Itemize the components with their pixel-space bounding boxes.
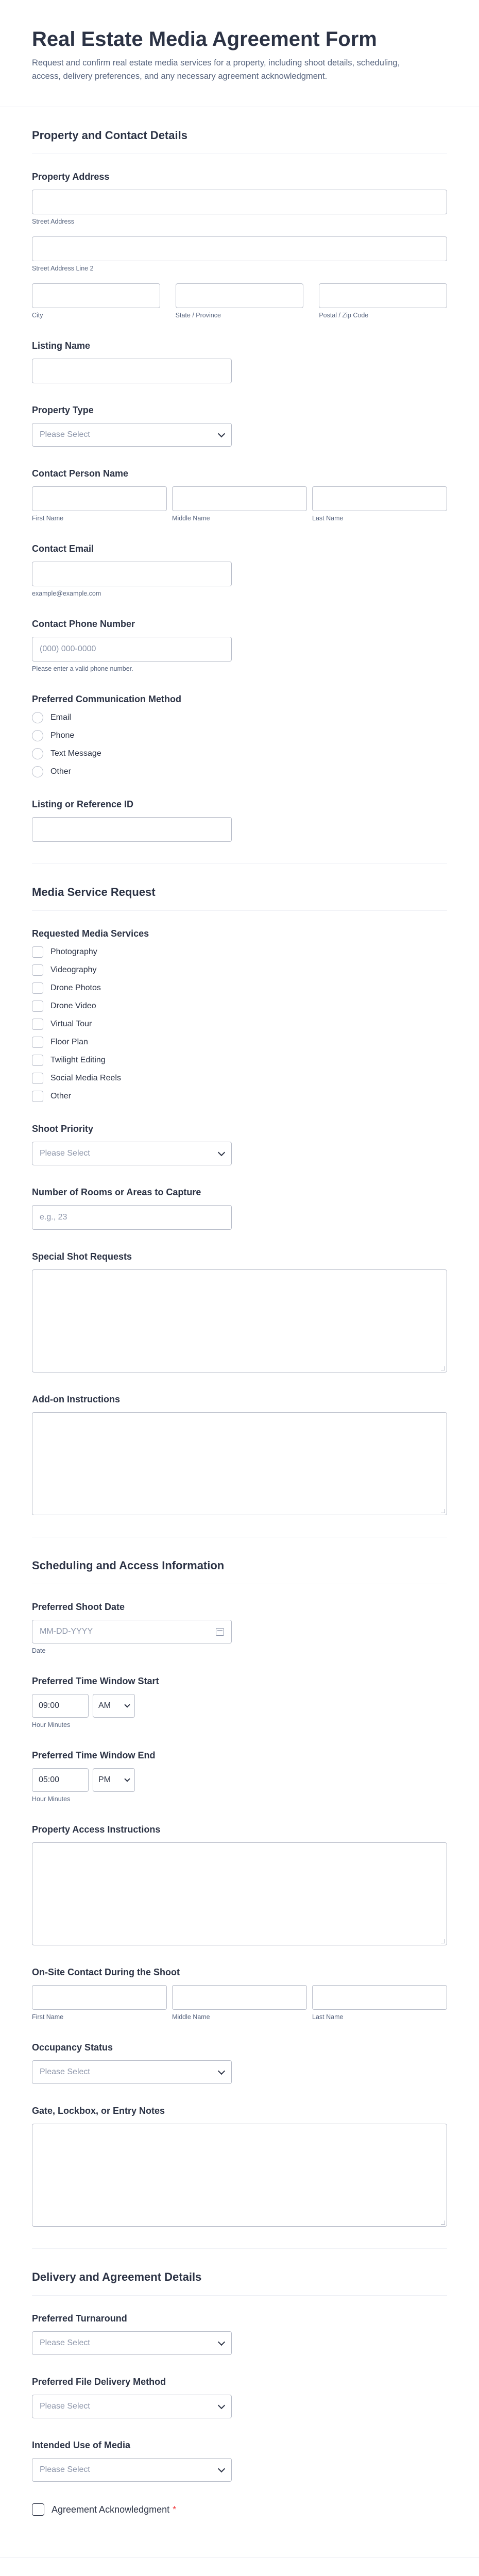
select-placeholder: Please Select bbox=[40, 2338, 90, 2348]
checkbox[interactable] bbox=[32, 946, 43, 958]
select-placeholder: Please Select bbox=[40, 2067, 90, 2077]
resize-handle-icon[interactable] bbox=[441, 1939, 445, 1943]
state-input[interactable] bbox=[176, 283, 304, 308]
end-time-input[interactable]: 05:00 bbox=[32, 1768, 89, 1792]
onsite-contact-field bbox=[32, 1967, 447, 2021]
section-scheduling-access bbox=[32, 1537, 447, 2227]
contact-email-input[interactable] bbox=[32, 562, 232, 586]
field-label: On-Site Contact During the Shoot bbox=[32, 1967, 180, 1978]
delivery-method-field bbox=[32, 2377, 447, 2418]
field-sublabel: Street Address bbox=[32, 218, 74, 226]
rooms-count-input[interactable] bbox=[32, 1205, 232, 1230]
field-label: Shoot Priority bbox=[32, 1124, 94, 1134]
radio-option[interactable] bbox=[32, 730, 447, 741]
field-label: Requested Media Services bbox=[32, 928, 149, 939]
field-sublabel: First Name bbox=[32, 515, 64, 522]
field-sublabel: State / Province bbox=[175, 312, 221, 319]
option-label: Twilight Editing bbox=[50, 1056, 106, 1065]
onsite-first-name-input[interactable] bbox=[32, 1985, 167, 2010]
contact-phone-input[interactable] bbox=[32, 637, 232, 662]
radio-option[interactable] bbox=[32, 748, 447, 759]
field-sublabel: Postal / Zip Code bbox=[319, 312, 369, 319]
gate-notes-textarea[interactable] bbox=[32, 2124, 447, 2227]
select-placeholder: Please Select bbox=[40, 2402, 90, 2411]
checkbox-option[interactable] bbox=[32, 1055, 447, 1066]
field-label: Preferred Time Window End bbox=[32, 1750, 156, 1761]
select-value: AM bbox=[98, 1701, 111, 1710]
checkbox-option[interactable] bbox=[32, 946, 447, 958]
field-sublabel: Last Name bbox=[312, 2013, 344, 2021]
onsite-last-name-input[interactable] bbox=[312, 1985, 447, 2010]
chevron-down-icon bbox=[218, 2402, 225, 2409]
street-address-line2-input[interactable] bbox=[32, 236, 447, 261]
street-address-input[interactable] bbox=[32, 190, 447, 214]
checkbox[interactable] bbox=[32, 1091, 43, 1102]
form-description: Request and confirm real estate media services for a property, including shoot details, scheduling, access, delivery preferences, and any necessary agreement acknowledgment. bbox=[32, 58, 400, 81]
field-label: Gate, Lockbox, or Entry Notes bbox=[32, 2106, 165, 2116]
checkbox[interactable] bbox=[32, 1001, 43, 1012]
radio-button[interactable] bbox=[32, 712, 43, 723]
shoot-date-field bbox=[32, 1602, 447, 1654]
field-sublabel: Hour Minutes bbox=[32, 1795, 71, 1803]
section-title: Media Service Request bbox=[32, 886, 447, 911]
option-label: Photography bbox=[50, 947, 97, 957]
zip-input[interactable] bbox=[319, 283, 447, 308]
agreement-label: Agreement Acknowledgment bbox=[52, 2504, 170, 2515]
resize-handle-icon[interactable] bbox=[441, 1366, 445, 1370]
chevron-down-icon bbox=[218, 1149, 225, 1156]
select-value: PM bbox=[98, 1775, 111, 1785]
contact-email-field bbox=[32, 544, 447, 597]
chevron-down-icon bbox=[218, 2465, 225, 2472]
checkbox[interactable] bbox=[32, 1073, 43, 1084]
field-label: Property Type bbox=[32, 405, 94, 416]
section-title: Scheduling and Access Information bbox=[32, 1559, 447, 1584]
section-title: Property and Contact Details bbox=[32, 129, 447, 154]
checkbox-option[interactable] bbox=[32, 1073, 447, 1084]
shoot-date-input[interactable] bbox=[32, 1620, 232, 1643]
occupancy-status-field bbox=[32, 2042, 447, 2084]
option-label: Text Message bbox=[50, 749, 101, 758]
agreement-checkbox-option[interactable] bbox=[32, 2503, 447, 2516]
field-label: Property Address bbox=[32, 172, 110, 182]
resize-handle-icon[interactable] bbox=[441, 2221, 445, 2225]
shoot-priority-select[interactable] bbox=[32, 1142, 232, 1165]
form-content bbox=[0, 107, 479, 2516]
contact-first-name-input[interactable] bbox=[32, 486, 167, 511]
reference-id-input[interactable] bbox=[32, 817, 232, 842]
checkbox[interactable] bbox=[32, 1019, 43, 1030]
start-ampm-select[interactable] bbox=[93, 1694, 135, 1718]
communication-method-field bbox=[32, 694, 447, 777]
radio-button[interactable] bbox=[32, 730, 43, 741]
time-end-field bbox=[32, 1750, 447, 1803]
section-title: Delivery and Agreement Details bbox=[32, 2270, 447, 2296]
select-placeholder: Please Select bbox=[40, 2465, 90, 2475]
rooms-count-field bbox=[32, 1187, 447, 1230]
field-sublabel: Date bbox=[32, 1647, 46, 1655]
delivery-method-select[interactable] bbox=[32, 2395, 232, 2418]
field-label: Listing Name bbox=[32, 341, 91, 351]
option-label: Drone Video bbox=[50, 1002, 96, 1011]
property-type-field bbox=[32, 405, 447, 447]
option-label: Drone Photos bbox=[50, 984, 101, 993]
field-label: Preferred Shoot Date bbox=[32, 1602, 125, 1613]
field-label: Add-on Instructions bbox=[32, 1394, 120, 1405]
checkbox-option[interactable] bbox=[32, 964, 447, 976]
form-title: Real Estate Media Agreement Form bbox=[32, 28, 377, 50]
start-time-input[interactable]: 09:00 bbox=[32, 1694, 89, 1718]
chevron-down-icon bbox=[218, 430, 225, 437]
checkbox[interactable] bbox=[32, 982, 43, 994]
requested-services-field bbox=[32, 928, 447, 1102]
contact-middle-name-input[interactable] bbox=[172, 486, 307, 511]
access-instructions-textarea[interactable] bbox=[32, 1842, 447, 1945]
option-label: Social Media Reels bbox=[50, 1074, 121, 1083]
contact-last-name-input[interactable] bbox=[312, 486, 447, 511]
select-placeholder: Please Select bbox=[40, 430, 90, 439]
select-placeholder: Please Select bbox=[40, 1149, 90, 1158]
turnaround-field bbox=[32, 2313, 447, 2355]
field-label: Contact Phone Number bbox=[32, 619, 135, 630]
option-label: Videography bbox=[50, 965, 97, 975]
field-label: Special Shot Requests bbox=[32, 1251, 132, 1262]
shoot-priority-field bbox=[32, 1124, 447, 1165]
contact-phone-field bbox=[32, 619, 447, 672]
special-requests-field bbox=[32, 1251, 447, 1372]
field-sublabel: Street Address Line 2 bbox=[32, 265, 94, 273]
field-label: Preferred Time Window Start bbox=[32, 1676, 159, 1687]
checkbox-option[interactable] bbox=[32, 1037, 447, 1048]
intended-use-field bbox=[32, 2440, 447, 2482]
section-property-contact bbox=[32, 107, 447, 842]
field-sublabel: Please enter a valid phone number. bbox=[32, 665, 133, 673]
onsite-middle-name-input[interactable] bbox=[172, 1985, 307, 2010]
time-start-field bbox=[32, 1676, 447, 1728]
turnaround-select[interactable] bbox=[32, 2331, 232, 2355]
form-header bbox=[0, 0, 479, 107]
radio-button[interactable] bbox=[32, 766, 43, 777]
addon-instructions-textarea[interactable] bbox=[32, 1412, 447, 1515]
field-sublabel: City bbox=[32, 312, 43, 319]
option-label: Floor Plan bbox=[50, 1038, 88, 1047]
required-mark: * bbox=[173, 2504, 177, 2515]
addon-instructions-field bbox=[32, 1394, 447, 1515]
input-placeholder: e.g., 23 bbox=[40, 1213, 67, 1222]
input-placeholder: MM-DD-YYYY bbox=[40, 1627, 93, 1636]
checkbox[interactable] bbox=[32, 964, 43, 976]
chevron-down-icon bbox=[218, 2338, 225, 2346]
property-type-select[interactable] bbox=[32, 423, 232, 447]
field-label: Preferred Communication Method bbox=[32, 694, 182, 705]
field-label: Intended Use of Media bbox=[32, 2440, 131, 2451]
field-sublabel: example@example.com bbox=[32, 590, 101, 598]
occupancy-status-select[interactable] bbox=[32, 2060, 232, 2084]
field-label: Number of Rooms or Areas to Capture bbox=[32, 1187, 201, 1198]
checkbox[interactable] bbox=[32, 1037, 43, 1048]
radio-option[interactable] bbox=[32, 712, 447, 723]
checkbox-option[interactable] bbox=[32, 1019, 447, 1030]
field-label: Contact Person Name bbox=[32, 468, 129, 479]
checkbox[interactable] bbox=[32, 1055, 43, 1066]
field-sublabel: Last Name bbox=[312, 515, 344, 522]
field-label: Contact Email bbox=[32, 544, 94, 554]
checkbox-option[interactable] bbox=[32, 982, 447, 994]
option-label: Email bbox=[50, 713, 72, 722]
form-footer bbox=[0, 2557, 479, 2576]
agreement-checkbox[interactable] bbox=[32, 2503, 44, 2516]
field-label: Property Access Instructions bbox=[32, 1824, 161, 1835]
reference-id-field bbox=[32, 799, 447, 842]
field-sublabel: First Name bbox=[32, 2013, 64, 2021]
chevron-down-icon bbox=[124, 1776, 130, 1782]
section-media-service bbox=[32, 863, 447, 1515]
field-sublabel: Hour Minutes bbox=[32, 1721, 71, 1729]
end-ampm-select[interactable] bbox=[93, 1768, 135, 1792]
radio-button[interactable] bbox=[32, 748, 43, 759]
option-label: Phone bbox=[50, 731, 75, 740]
field-label: Occupancy Status bbox=[32, 2042, 113, 2053]
listing-name-field bbox=[32, 341, 447, 383]
option-label: Other bbox=[50, 1092, 72, 1101]
field-label: Preferred Turnaround bbox=[32, 2313, 127, 2324]
option-label: Virtual Tour bbox=[50, 1020, 92, 1029]
field-label: Listing or Reference ID bbox=[32, 799, 134, 810]
checkbox-option[interactable] bbox=[32, 1091, 447, 1102]
special-requests-textarea[interactable] bbox=[32, 1269, 447, 1372]
field-sublabel: Middle Name bbox=[172, 2013, 210, 2021]
radio-option[interactable] bbox=[32, 766, 447, 777]
field-label: Preferred File Delivery Method bbox=[32, 2377, 166, 2387]
field-sublabel: Middle Name bbox=[172, 515, 210, 522]
agreement-field bbox=[32, 2503, 447, 2516]
access-instructions-field bbox=[32, 1824, 447, 1945]
option-label: Other bbox=[50, 767, 72, 776]
listing-name-input[interactable] bbox=[32, 359, 232, 383]
gate-notes-field bbox=[32, 2106, 447, 2227]
chevron-down-icon bbox=[124, 1702, 130, 1707]
property-address-field bbox=[32, 172, 447, 319]
section-delivery-agreement bbox=[32, 2248, 447, 2516]
intended-use-select[interactable] bbox=[32, 2458, 232, 2482]
contact-name-field bbox=[32, 468, 447, 522]
chevron-down-icon bbox=[218, 2067, 225, 2075]
input-placeholder: (000) 000-0000 bbox=[40, 645, 96, 654]
resize-handle-icon[interactable] bbox=[441, 1509, 445, 1513]
checkbox-option[interactable] bbox=[32, 1001, 447, 1012]
city-input[interactable] bbox=[32, 283, 160, 308]
calendar-icon[interactable] bbox=[216, 1628, 224, 1636]
